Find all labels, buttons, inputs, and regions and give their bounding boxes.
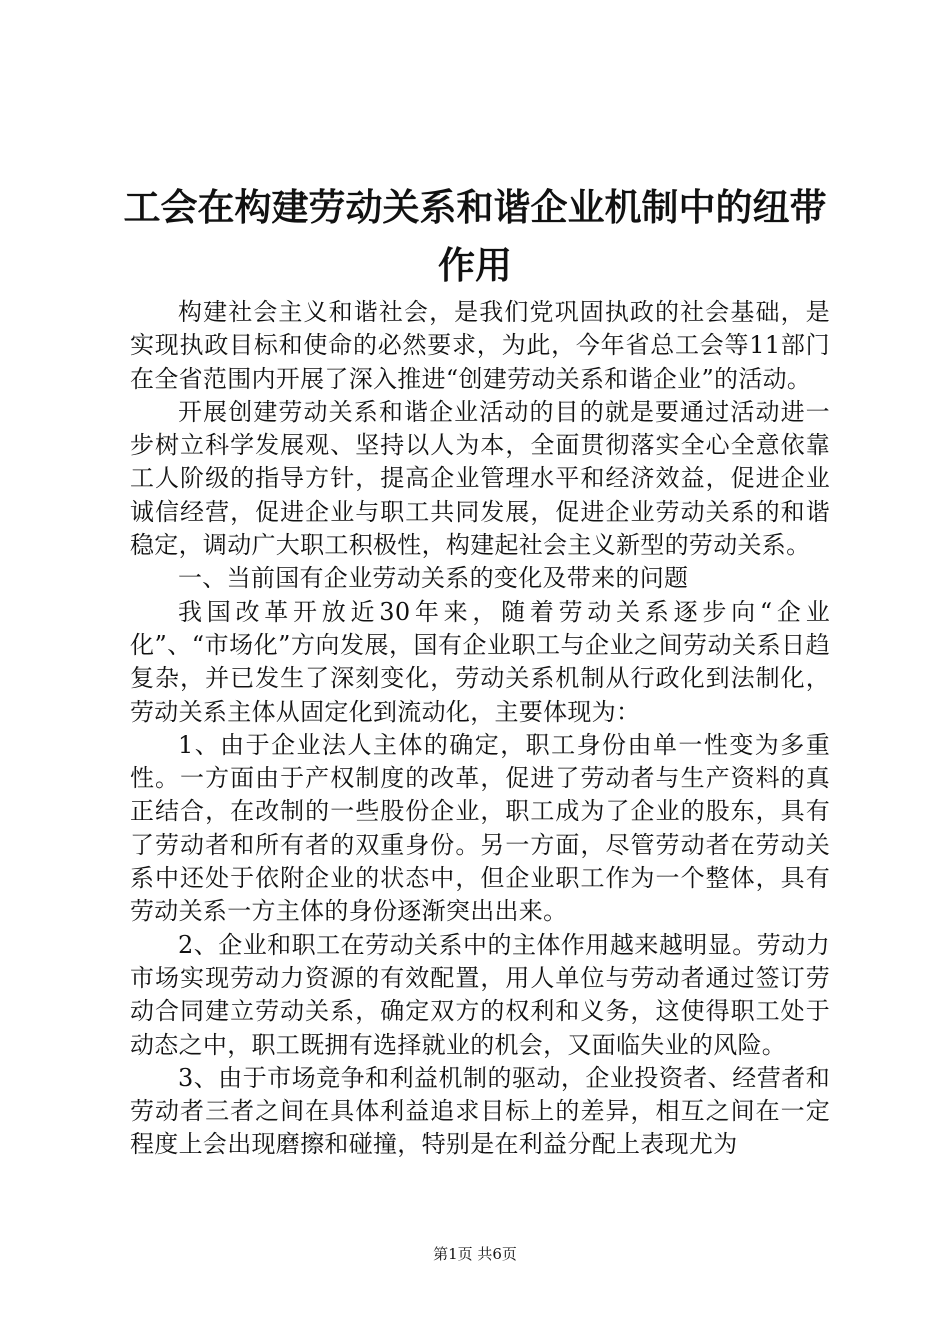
page-footer: 第1页 共6页 <box>433 1245 517 1263</box>
document-body <box>130 296 830 1162</box>
document-title: 工会在构建劳动关系和谐企业机制中的纽带作用 <box>123 185 827 287</box>
section-heading-1: 一、当前国有企业劳动关系的变化及带来的问题 <box>178 564 689 593</box>
paragraph-3: 我国改革开放近30年来，随着劳动关系逐步向“企业化”、“市场化”方向发展，国有企业职工与企业之间劳动关系日趋复杂，并已发生了深刻变化，劳动关系机制从行政化到法制化，劳动关系主体从固定化到流动化，主要体现为： <box>130 597 830 726</box>
paragraph-2: 开展创建劳动关系和谐企业活动的目的就是要通过活动进一步树立科学发展观、坚持以人为本，全面贯彻落实全心全意依靠工人阶级的指导方针，提高企业管理水平和经济效益，促进企业诚信经营，促进企业与职工共同发展，促进企业劳动关系的和谐稳定，调动广大职工积极性，构建起社会主义新型的劳动关系。 <box>130 397 830 560</box>
paragraph-5: 2、企业和职工在劳动关系中的主体作用越来越明显。劳动力市场实现劳动力资源的有效配置，用人单位与劳动者通过签订劳动合同建立劳动关系，确定双方的权利和义务，这使得职工处于动态之中，职工既拥有选择就业的机会，又面临失业的风险。 <box>130 930 830 1059</box>
paragraph-1: 构建社会主义和谐社会，是我们党巩固执政的社会基础，是实现执政目标和使命的必然要求，为此，今年省总工会等11部门在全省范围内开展了深入推进“创建劳动关系和谐企业”的活动。 <box>130 298 830 393</box>
paragraph-6: 3、由于市场竞争和利益机制的驱动，企业投资者、经营者和劳动者三者之间在具体利益追求目标上的差异，相互之间在一定程度上会出现磨擦和碰撞，特别是在利益分配上表现尤为 <box>130 1063 830 1159</box>
paragraph-4: 1、由于企业法人主体的确定，职工身份由单一性变为多重性。一方面由于产权制度的改革，促进了劳动者与生产资料的真正结合，在改制的一些股份企业，职工成为了企业的股东，具有了劳动者和所有者的双重身份。另一方面，尽管劳动者在劳动关系中还处于依附企业的状态中，但企业职工作为一个整体，具有劳动关系一方主体的身份逐渐突出出来。 <box>130 730 830 926</box>
